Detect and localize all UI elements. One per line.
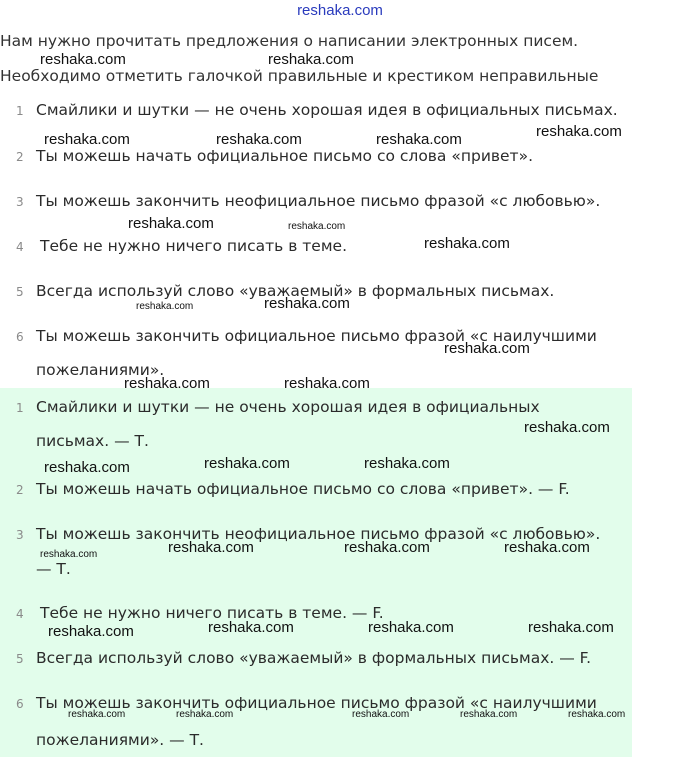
- watermark: reshaka.com: [460, 709, 518, 720]
- answer-text: Ты можешь начать официальное письмо со слова «привет». — F.: [36, 480, 570, 498]
- question-text: Смайлики и шутки — не очень хорошая идея в официальных письмах.: [36, 101, 618, 119]
- question-number: 4: [16, 240, 24, 254]
- question-number: 3: [16, 195, 24, 209]
- answer-text: письмах. — Т.: [36, 432, 149, 450]
- watermark: reshaka.com: [284, 375, 370, 392]
- watermark: reshaka.com: [524, 419, 610, 436]
- watermark: reshaka.com: [528, 619, 614, 636]
- question-text: Ты можешь начать официальное письмо со слова «привет».: [36, 147, 533, 165]
- question-text: Всегда используй слово «уважаемый» в формальных письмах.: [36, 282, 555, 300]
- intro-line-2: Необходимо отметить галочкой правильные и крестиком неправильные: [0, 67, 599, 85]
- question-number: 2: [16, 150, 24, 164]
- watermark: reshaka.com: [268, 51, 354, 68]
- answer-text: — Т.: [36, 560, 71, 578]
- answer-number: 4: [16, 607, 24, 621]
- watermark: reshaka.com: [44, 131, 130, 148]
- question-number: 1: [16, 104, 24, 118]
- watermark: reshaka.com: [568, 709, 626, 720]
- question-text: пожеланиями».: [36, 361, 165, 379]
- answer-number: 3: [16, 528, 24, 542]
- answer-text: Всегда используй слово «уважаемый» в формальных письмах. — F.: [36, 649, 592, 667]
- watermark: reshaka.com: [128, 215, 214, 232]
- answer-text: Тебе не нужно ничего писать в теме. — F.: [40, 604, 384, 622]
- watermark: reshaka.com: [204, 455, 290, 472]
- watermark: reshaka.com: [264, 295, 350, 312]
- answer-number: 2: [16, 483, 24, 497]
- watermark: reshaka.com: [40, 51, 126, 68]
- watermark: reshaka.com: [364, 455, 450, 472]
- watermark: reshaka.com: [124, 375, 210, 392]
- question-text: Ты можешь закончить неофициальное письмо фразой «с любовью».: [36, 192, 601, 210]
- watermark: reshaka.com: [136, 301, 194, 312]
- watermark: reshaka.com: [176, 709, 234, 720]
- answer-text: Смайлики и шутки — не очень хорошая идея в официальных: [36, 398, 540, 416]
- watermark: reshaka.com: [504, 539, 590, 556]
- watermark: reshaka.com: [368, 619, 454, 636]
- answer-text: Ты можешь закончить неофициальное письмо фразой «с любовью».: [36, 525, 601, 543]
- question-number: 6: [16, 330, 24, 344]
- question-number: 5: [16, 285, 24, 299]
- watermark: reshaka.com: [68, 709, 126, 720]
- site-title[interactable]: reshaka.com: [297, 2, 383, 19]
- watermark: reshaka.com: [444, 340, 530, 357]
- watermark: reshaka.com: [536, 123, 622, 140]
- watermark: reshaka.com: [48, 623, 134, 640]
- question-text: Ты можешь закончить официальное письмо фразой «с наилучшими: [36, 327, 597, 345]
- watermark: reshaka.com: [208, 619, 294, 636]
- answer-number: 1: [16, 401, 24, 415]
- answer-text: Ты можешь закончить официальное письмо фразой «с наилучшими: [36, 694, 597, 712]
- answer-number: 6: [16, 697, 24, 711]
- answer-number: 5: [16, 652, 24, 666]
- watermark: reshaka.com: [44, 459, 130, 476]
- watermark: reshaka.com: [376, 131, 462, 148]
- question-text: Тебе не нужно ничего писать в теме.: [40, 237, 347, 255]
- watermark: reshaka.com: [288, 221, 346, 232]
- intro-line-1: Нам нужно прочитать предложения о написании электронных писем.: [0, 32, 579, 50]
- watermark: reshaka.com: [40, 549, 98, 560]
- answer-text: пожеланиями». — Т.: [36, 731, 204, 749]
- watermark: reshaka.com: [344, 539, 430, 556]
- watermark: reshaka.com: [168, 539, 254, 556]
- watermark: reshaka.com: [352, 709, 410, 720]
- watermark: reshaka.com: [216, 131, 302, 148]
- watermark: reshaka.com: [424, 235, 510, 252]
